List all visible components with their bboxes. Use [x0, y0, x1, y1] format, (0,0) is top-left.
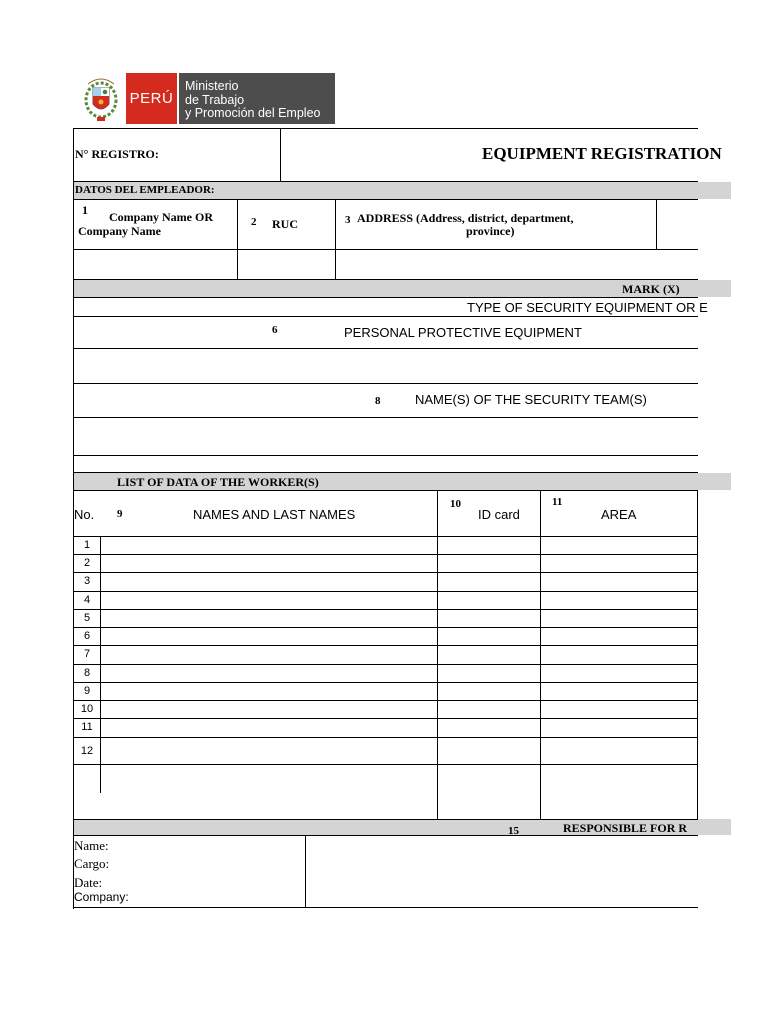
security-team-label: NAME(S) OF THE SECURITY TEAM(S)	[415, 392, 647, 407]
worker-id-cells[interactable]	[439, 538, 539, 764]
row-number: 9	[83, 685, 91, 697]
id-card-header: ID card	[478, 507, 520, 522]
field-2-number: 2	[251, 216, 257, 228]
row-number: 12	[80, 745, 94, 757]
address-label-line-2: province)	[466, 224, 515, 238]
field-1-number: 1	[82, 203, 88, 217]
ppe-label: PERSONAL PROTECTIVE EQUIPMENT	[344, 325, 582, 340]
ministry-brand-box	[179, 73, 335, 124]
col-10-number: 10	[450, 498, 461, 510]
worker-area-cells[interactable]	[542, 538, 696, 764]
row-number: 2	[83, 557, 91, 569]
responsible-label: RESPONSIBLE FOR R	[563, 821, 688, 835]
page-title: EQUIPMENT REGISTRATION	[482, 144, 722, 163]
equipment-type-label: TYPE OF SECURITY EQUIPMENT OR E	[467, 300, 708, 315]
row-number: 6	[83, 630, 91, 642]
ministry-line-2: de Trabajo	[185, 92, 245, 107]
col-9-number: 9	[117, 508, 123, 520]
row-number: 8	[83, 667, 91, 679]
ministry-line-3: y Promoción del Empleo	[185, 106, 321, 120]
coat-of-arms-icon	[80, 74, 122, 124]
company-name-label: Company Name OR Company Name	[78, 210, 213, 238]
peru-brand-box	[126, 73, 177, 124]
area-header: AREA	[601, 507, 637, 522]
col-no-header: No.	[74, 507, 95, 522]
date-label: Date:	[74, 875, 103, 890]
ruc-label: RUC	[272, 217, 298, 231]
field-8-number: 8	[375, 395, 381, 407]
name-label: Name:	[74, 838, 109, 853]
workers-section-label: LIST OF DATA OF THE WORKER(S)	[117, 475, 319, 489]
ministry-line-1: Ministerio	[185, 79, 239, 93]
address-label-line-1: ADDRESS (Address, district, department,	[357, 211, 574, 225]
field-3-number: 3	[345, 214, 351, 226]
employer-section-label: DATOS DEL EMPLEADOR:	[75, 184, 215, 196]
row-number: 5	[83, 612, 91, 624]
names-header: NAMES AND LAST NAMES	[193, 507, 356, 522]
registro-label: N° REGISTRO:	[75, 147, 159, 161]
row-number: 4	[83, 594, 91, 606]
company-label: Company:	[74, 890, 129, 904]
signature-area[interactable]	[307, 837, 697, 905]
country-label: PERÚ	[129, 90, 174, 107]
security-team-input[interactable]	[75, 419, 697, 454]
cargo-label: Cargo:	[74, 856, 110, 871]
ppe-input[interactable]	[75, 350, 697, 382]
responsible-details-input[interactable]	[135, 837, 303, 905]
registro-input[interactable]	[176, 140, 276, 170]
row-number: 1	[83, 539, 91, 551]
row-number: 10	[80, 703, 94, 715]
worker-names-cells[interactable]	[102, 538, 436, 764]
field-6-number: 6	[272, 324, 278, 336]
company-name-input[interactable]	[75, 251, 235, 278]
row-number: 3	[83, 575, 91, 587]
row-number: 11	[81, 721, 93, 733]
col-11-number: 11	[552, 496, 563, 508]
row-number: 7	[83, 648, 91, 660]
field-15-number: 15	[508, 825, 519, 837]
address-input[interactable]	[337, 251, 697, 278]
mark-label: MARK (X)	[622, 282, 680, 296]
ruc-input[interactable]	[239, 251, 333, 278]
